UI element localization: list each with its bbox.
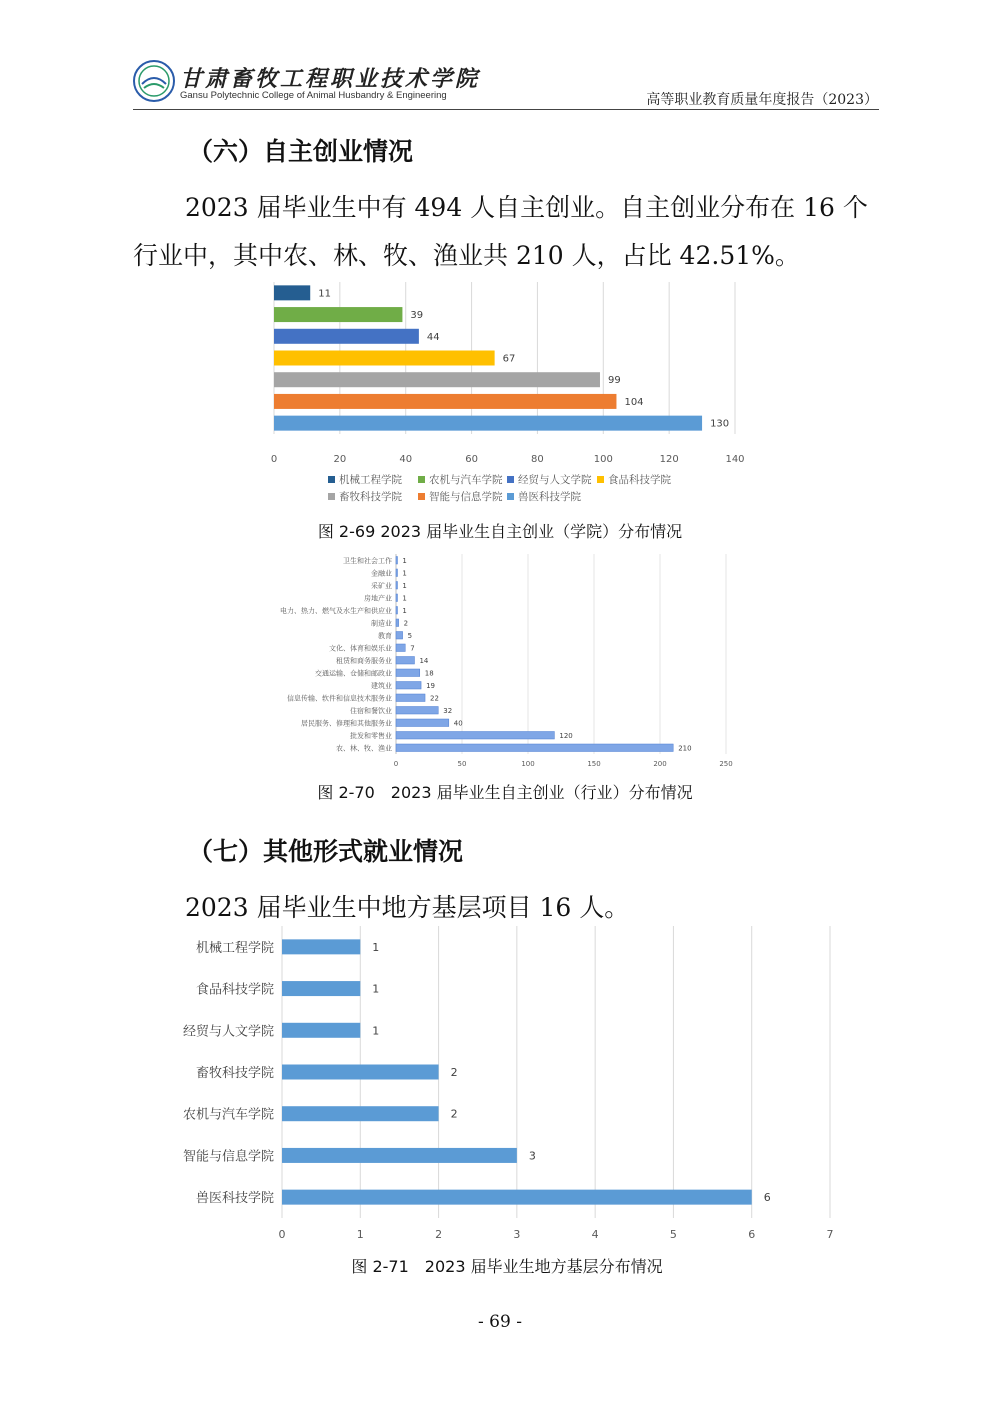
data-label: 44 — [426, 331, 440, 343]
bar-房地产业 — [396, 594, 398, 602]
data-label: 7 — [410, 644, 415, 653]
data-label: 6 — [763, 1191, 771, 1205]
legend-label: 经贸与人文学院 — [518, 474, 592, 486]
x-tick-label: 80 — [531, 454, 544, 465]
data-label: 1 — [372, 940, 380, 954]
bar-农、林、牧、渔业 — [396, 744, 673, 752]
data-label: 22 — [430, 694, 439, 703]
fig70-caption: 图 2-70 2023 届毕业生自主创业（行业）分布情况 — [317, 783, 693, 802]
x-tick-label: 1 — [356, 1228, 364, 1241]
category-label: 制造业 — [371, 619, 392, 628]
fig69-caption: 图 2-69 2023 届毕业生自主创业（学院）分布情况 — [317, 522, 683, 541]
bar-建筑业 — [396, 682, 421, 690]
category-label: 农机与汽车学院 — [182, 1107, 274, 1123]
x-tick-label: 0 — [393, 760, 399, 768]
category-label: 智能与信息学院 — [182, 1149, 274, 1165]
bar-食品科技学院 — [282, 981, 360, 996]
category-label: 居民服务、修理和其他服务业 — [301, 719, 392, 728]
category-label: 畜牧科技学院 — [195, 1066, 274, 1081]
data-label: 1 — [372, 1024, 380, 1038]
bar-畜牧科技学院 — [274, 372, 600, 387]
category-label: 机械工程学院 — [195, 940, 274, 956]
category-label: 金融业 — [371, 569, 392, 578]
bar-文化、体育和娱乐业 — [396, 644, 405, 652]
section7-paragraph: 2023 届毕业生中地方基层项目 16 人。 — [185, 893, 630, 922]
category-label: 批发和零售业 — [350, 732, 392, 740]
data-label: 99 — [607, 375, 621, 387]
school-name-cn: 甘肃畜牧工程职业技术学院 — [180, 67, 481, 92]
page-number: - 69 - — [478, 1312, 522, 1332]
legend-swatch — [418, 493, 425, 500]
legend-label: 畜牧科技学院 — [339, 491, 402, 503]
legend-label: 智能与信息学院 — [429, 491, 503, 503]
school-name-en: Gansu Polytechnic College of Animal Husbandry & Engineering — [180, 90, 447, 101]
bar-住宿和餐饮业 — [396, 707, 438, 715]
bar-经贸与人文学院 — [282, 1023, 360, 1038]
category-label: 租赁和商务服务业 — [336, 657, 392, 665]
category-label: 采矿业 — [371, 582, 392, 590]
data-label: 2 — [450, 1066, 458, 1079]
data-label: 1 — [402, 607, 407, 615]
bar-交通运输、仓储和邮政业 — [396, 669, 420, 677]
category-label: 经贸与人文学院 — [182, 1024, 274, 1040]
bar-电力、热力、燃气及水生产和供应业 — [396, 607, 398, 615]
data-label: 32 — [443, 707, 453, 715]
bar-机械工程学院 — [282, 939, 360, 954]
legend-swatch — [507, 493, 514, 500]
x-tick-label: 200 — [653, 760, 667, 768]
data-label: 210 — [678, 744, 692, 753]
data-label: 5 — [407, 632, 413, 640]
data-label: 1 — [402, 582, 407, 590]
x-tick-label: 0 — [270, 454, 278, 465]
data-label: 130 — [710, 418, 730, 430]
legend-label: 食品科技学院 — [608, 474, 671, 486]
bar-智能与信息学院 — [282, 1148, 517, 1163]
bar-兽医科技学院 — [282, 1190, 752, 1205]
bar-经贸与人文学院 — [274, 329, 419, 344]
x-tick-label: 6 — [748, 1228, 756, 1241]
bar-兽医科技学院 — [274, 416, 702, 431]
college-logo-icon — [133, 60, 175, 102]
industry-startup-chart — [270, 550, 750, 772]
data-label: 40 — [453, 719, 463, 728]
data-label: 104 — [624, 396, 644, 408]
category-label: 文化、体育和娱乐业 — [329, 644, 392, 653]
category-label: 农、林、牧、渔业 — [336, 744, 392, 753]
data-label: 2 — [403, 619, 409, 628]
category-label: 房地产业 — [364, 594, 392, 603]
data-label: 67 — [502, 353, 516, 365]
data-label: 120 — [559, 732, 573, 740]
section6-paragraph-line1: 2023 届毕业生中有 494 人自主创业。自主创业分布在 16 个 — [185, 193, 868, 222]
category-label: 交通运输、仓储和邮政业 — [315, 669, 392, 678]
bar-农机与汽车学院 — [274, 307, 402, 322]
bar-农机与汽车学院 — [282, 1106, 439, 1121]
legend-swatch — [328, 476, 335, 483]
data-label: 1 — [402, 594, 407, 603]
legend-swatch — [418, 476, 425, 483]
section7-heading: （七）其他形式就业情况 — [188, 837, 464, 866]
bar-居民服务、修理和其他服务业 — [396, 719, 449, 727]
x-tick-label: 40 — [399, 454, 413, 465]
category-label: 卫生和社会工作 — [343, 557, 392, 565]
bar-批发和零售业 — [396, 732, 554, 740]
x-tick-label: 60 — [465, 454, 478, 465]
college-startup-chart — [250, 278, 760, 512]
bar-制造业 — [396, 619, 399, 627]
x-tick-label: 140 — [725, 454, 745, 465]
x-tick-label: 5 — [669, 1228, 677, 1241]
x-tick-label: 0 — [278, 1228, 286, 1241]
legend-label: 兽医科技学院 — [518, 491, 581, 503]
x-tick-label: 250 — [719, 760, 733, 768]
data-label: 18 — [424, 669, 434, 678]
category-label: 兽医科技学院 — [195, 1191, 274, 1207]
data-label: 2 — [450, 1107, 458, 1121]
bar-食品科技学院 — [274, 351, 495, 366]
x-tick-label: 3 — [513, 1228, 521, 1241]
data-label: 14 — [419, 657, 429, 665]
legend-swatch — [328, 493, 335, 500]
x-tick-label: 4 — [591, 1228, 599, 1241]
category-label: 食品科技学院 — [195, 982, 274, 998]
category-label: 电力、热力、燃气及水生产和供应业 — [280, 607, 392, 615]
legend-swatch — [597, 476, 604, 483]
report-title: 高等职业教育质量年度报告（2023） — [646, 92, 878, 108]
category-label: 教育 — [378, 632, 392, 640]
bar-教育 — [396, 632, 403, 640]
bar-租赁和商务服务业 — [396, 657, 414, 665]
grassroots-chart — [170, 926, 850, 1246]
data-label: 19 — [426, 682, 436, 690]
bar-卫生和社会工作 — [396, 557, 398, 565]
data-label: 1 — [372, 982, 380, 996]
category-label: 住宿和餐饮业 — [350, 707, 392, 715]
section6-heading: （六）自主创业情况 — [188, 137, 414, 166]
category-label: 建筑业 — [371, 682, 392, 690]
x-tick-label: 7 — [826, 1228, 834, 1241]
legend-swatch — [507, 476, 514, 483]
data-label: 1 — [402, 557, 407, 565]
data-label: 11 — [318, 288, 331, 300]
data-label: 39 — [410, 310, 424, 322]
legend-label: 农机与汽车学院 — [429, 474, 503, 486]
fig71-caption: 图 2-71 2023 届毕业生地方基层分布情况 — [351, 1257, 663, 1276]
bar-机械工程学院 — [274, 285, 310, 300]
header-divider — [133, 109, 879, 110]
x-tick-label: 20 — [333, 454, 347, 465]
bar-金融业 — [396, 569, 398, 577]
x-tick-label: 100 — [521, 760, 535, 768]
x-tick-label: 150 — [587, 760, 601, 768]
bar-采矿业 — [396, 582, 398, 590]
legend-label: 机械工程学院 — [339, 474, 402, 486]
section6-paragraph-line2: 行业中，其中农、林、牧、渔业共 210 人，占比 42.51%。 — [133, 241, 800, 270]
bar-信息传输、软件和信息技术服务业 — [396, 694, 425, 702]
data-label: 1 — [402, 569, 407, 578]
data-label: 3 — [528, 1149, 536, 1163]
bar-畜牧科技学院 — [282, 1065, 439, 1080]
x-tick-label: 50 — [457, 760, 467, 768]
bar-智能与信息学院 — [274, 394, 616, 409]
category-label: 信息传输、软件和信息技术服务业 — [287, 694, 392, 703]
x-tick-label: 120 — [659, 454, 679, 465]
x-tick-label: 2 — [435, 1228, 443, 1241]
x-tick-label: 100 — [593, 454, 613, 465]
